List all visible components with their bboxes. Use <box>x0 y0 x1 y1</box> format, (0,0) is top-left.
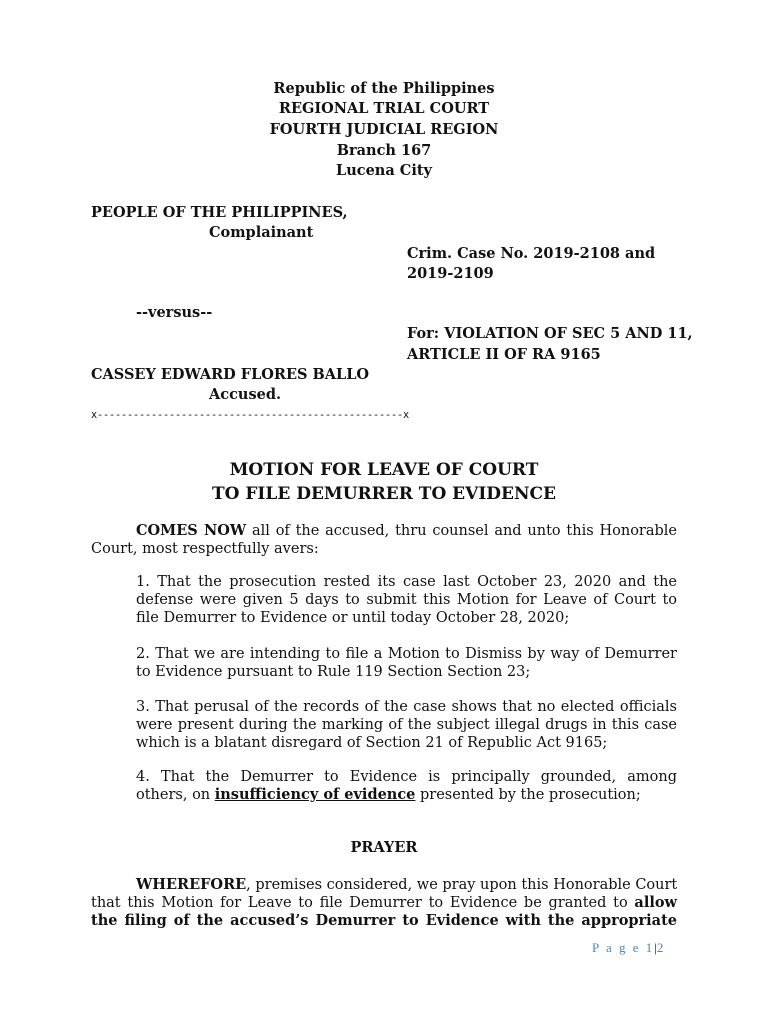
item-2-line: 2. That we are intending to file a Motion to Dismiss by way of Demurrer <box>136 646 677 662</box>
item-4-line2 <box>136 786 677 804</box>
page-total: 2 <box>656 940 666 955</box>
item-4 <box>136 768 677 804</box>
case-number-line1: Crim. Case No. 2019-2108 and <box>407 245 656 262</box>
accused-name: CASSEY EDWARD FLORES BALLO <box>91 366 370 383</box>
case-for-line1: For: VIOLATION OF SEC 5 AND 11, <box>407 325 693 342</box>
item-1-line: 1. That the prosecution rested its case last October 23, 2020 and the <box>136 574 677 590</box>
prayer-lead: WHEREFORE <box>136 876 247 893</box>
caption-court: REGIONAL TRIAL COURT <box>278 100 490 117</box>
prayer-line1 <box>91 876 677 894</box>
caption-separator: x---------------------------------------------------x <box>91 409 409 421</box>
accused-role: Accused. <box>209 386 282 403</box>
prayer-line1-rest: , premises considered, we pray upon this Honorable Court <box>246 877 678 893</box>
intro-lead: COMES NOW <box>136 522 247 539</box>
item-3-line: which is a blatant disregard of Section 21 of Republic Act 9165; <box>136 735 608 751</box>
motion-title-line1: MOTION FOR LEAVE OF COURT <box>229 460 539 480</box>
intro-line2: Court, most respectfully avers: <box>91 541 319 557</box>
plaintiff-name: PEOPLE OF THE PHILIPPINES, <box>91 204 348 221</box>
prayer-paragraph <box>91 876 677 930</box>
item-1 <box>136 573 677 627</box>
item-4-pre: others, on <box>136 787 215 803</box>
intro-paragraph <box>91 522 677 558</box>
item-1-line: defense were given 5 days to submit this Motion for Leave of Court to <box>136 592 677 608</box>
item-1-line: file Demurrer to Evidence or until today October 28, 2020; <box>136 610 570 626</box>
page-number <box>592 940 665 956</box>
item-4-line1: 4. That the Demurrer to Evidence is principally grounded, among <box>136 769 677 785</box>
prayer-line2-pre: that this Motion for Leave to file Demurrer to Evidence be granted to <box>91 895 635 911</box>
page-word: P a g e <box>592 940 641 955</box>
item-2 <box>136 645 677 681</box>
item-3-line: were present during the marking of the subject illegal drugs in this case <box>136 717 677 733</box>
prayer-line3: the filing of the accused’s Demurrer to Evidence with the appropriate <box>91 912 677 929</box>
plaintiff-role: Complainant <box>209 224 314 241</box>
intro-line1-rest: all of the accused, thru counsel and unto this Honorable <box>246 523 677 539</box>
item-2-line: to Evidence pursuant to Rule 119 Section Section 23; <box>136 664 531 680</box>
motion-title-line2: TO FILE DEMURRER TO EVIDENCE <box>211 484 557 504</box>
item-3 <box>136 698 677 752</box>
page-current: 1 <box>645 940 655 955</box>
intro-line1 <box>91 522 677 540</box>
caption-branch: Branch 167 <box>336 142 432 159</box>
case-for-line2: ARTICLE II OF RA 9165 <box>407 346 601 363</box>
prayer-line2-bold: allow <box>634 894 677 911</box>
caption-city: Lucena City <box>336 162 432 179</box>
prayer-heading: PRAYER <box>350 839 418 856</box>
item-4-emphasis: insufficiency of evidence <box>214 786 416 803</box>
page-separator: | <box>654 940 657 955</box>
item-4-post: presented by the prosecution; <box>415 787 641 803</box>
caption-region: FOURTH JUDICIAL REGION <box>269 121 499 138</box>
caption-country: Republic of the Philippines <box>273 80 495 97</box>
versus-label: --versus-- <box>136 304 213 321</box>
item-3-line: 3. That perusal of the records of the case shows that no elected officials <box>136 699 677 715</box>
prayer-line2 <box>91 894 677 912</box>
case-number-line2: 2019-2109 <box>407 265 494 282</box>
